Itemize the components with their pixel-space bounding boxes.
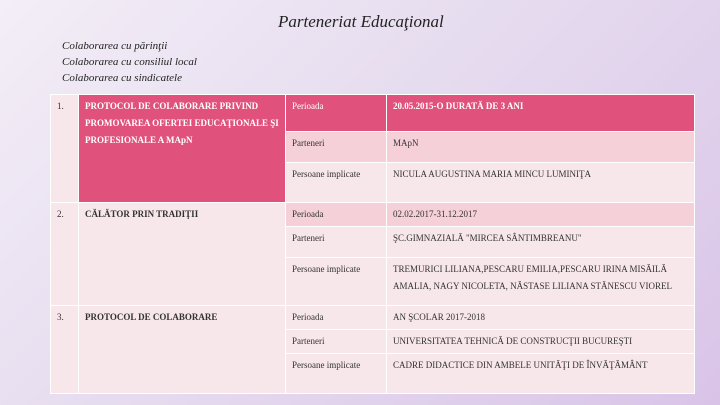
program-title: CĂLĂTOR PRIN TRADIŢII [79,203,286,306]
row-label: Persoane implicate [286,354,387,394]
page-title: Parteneriat Educaţional [278,12,444,31]
partnership-table [50,94,695,394]
table-row [51,95,695,132]
row-label: Persoane implicate [286,258,387,306]
row-value: AN ŞCOLAR 2017-2018 [387,306,695,330]
collaboration-list [62,38,197,86]
row-value: NICULA AUGUSTINA MARIA MINCU LUMINIŢA [387,163,695,203]
row-value: CADRE DIDACTICE DIN AMBELE UNITĂŢI DE ÎNVĂŢĂMÂNT [387,354,695,394]
row-label: Perioada [286,306,387,330]
table-row [51,306,695,330]
row-value: 20.05.2015-O DURATĂ DE 3 ANI [387,95,695,132]
row-label: Parteneri [286,227,387,258]
program-title: PROTOCOL DE COLABORARE [79,306,286,394]
row-value: TREMURICI LILIANA,PESCARU EMILIA,PESCARU IRINA MISĂILĂ AMALIA, NAGY NICOLETA, NĂSTASE LILIANA STĂNESCU VIOREL [387,258,695,306]
row-label: Parteneri [286,330,387,354]
collaboration-item: Colaborarea cu sindicatele [62,72,182,84]
row-label: Perioada [286,203,387,227]
program-number: 3. [51,306,79,394]
row-label: Perioada [286,95,387,132]
program-number: 2. [51,203,79,306]
row-label: Persoane implicate [286,163,387,203]
collaboration-item: Colaborarea cu consiliul local [62,56,197,68]
collaboration-item: Colaborarea cu părinţii [62,40,168,52]
table-row [51,203,695,227]
row-value: 02.02.2017-31.12.2017 [387,203,695,227]
program-number: 1. [51,95,79,203]
row-value: ŞC.GIMNAZIALĂ "MIRCEA SÂNTIMBREANU" [387,227,695,258]
program-title: PROTOCOL DE COLABORARE PRIVIND PROMOVAREA OFERTEI EDUCAŢIONALE ŞI PROFESIONALE A MApN [79,95,286,203]
row-label: Parteneri [286,132,387,163]
row-value: MApN [387,132,695,163]
row-value: UNIVERSITATEA TEHNICĂ DE CONSTRUCŢII BUCUREŞTI [387,330,695,354]
